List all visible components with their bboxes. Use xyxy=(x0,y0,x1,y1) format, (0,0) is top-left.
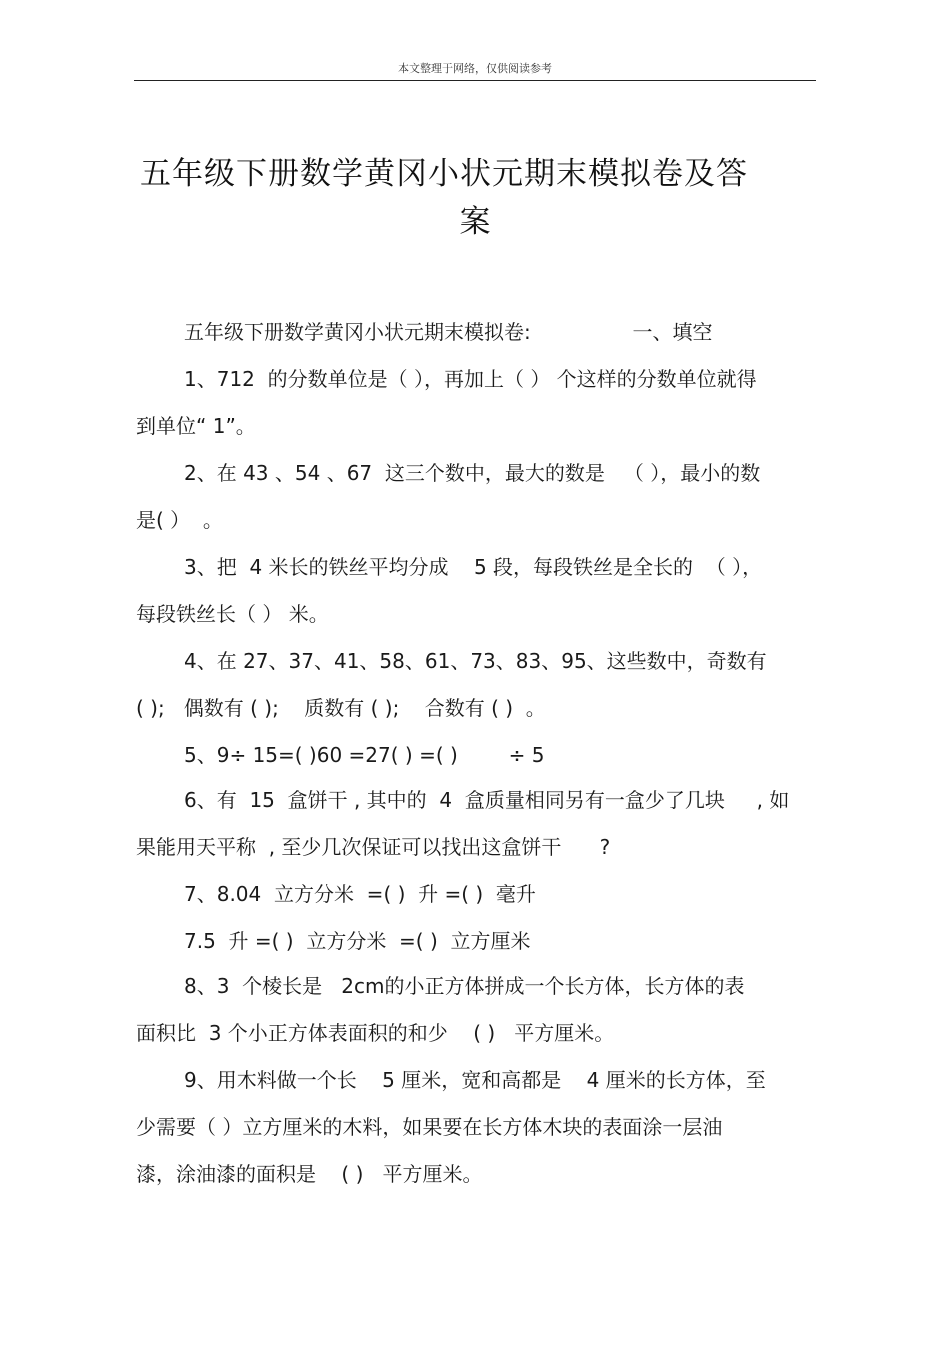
document-title: 五年级下册数学黄冈小状元期末模拟卷及答 xyxy=(140,156,748,192)
question-8-line-1: 8、3 个棱长是 2cm的小正方体拼成一个长方体，长方体的表 xyxy=(184,974,745,998)
question-7-line-1: 7、8.04 立方分米 =( ) 升 =( ) 毫升 xyxy=(184,882,536,906)
header-divider xyxy=(134,80,816,81)
question-4-line-1: 4、在 27、37、41、58、61、73、83、95、这些数中，奇数有 xyxy=(184,649,767,673)
question-2-line-2: 是( ） 。 xyxy=(136,508,223,532)
section-heading: 五年级下册数学黄冈小状元期末模拟卷: 一、填空 xyxy=(184,320,713,344)
question-1-line-2: 到单位“ 1”。 xyxy=(136,414,256,438)
question-9-line-3: 漆，涂油漆的面积是 ( ) 平方厘米。 xyxy=(136,1162,483,1186)
question-5-line-1: 5、9÷ 15=( )60 =27( ) =( ) ÷ 5 xyxy=(184,743,545,767)
page-header-note: 本文整理于网络，仅供阅读参考 xyxy=(398,62,552,75)
question-4-line-2: ( ); 偶数有 ( ); 质数有 ( ); 合数有 ( ) 。 xyxy=(136,696,546,720)
question-9-line-1: 9、用木料做一个长 5 厘米，宽和高都是 4 厘米的长方体，至 xyxy=(184,1068,766,1092)
question-2-line-1: 2、在 43 、54 、67 这三个数中，最大的数是 （ ），最小的数 xyxy=(184,461,761,485)
question-6-line-2: 果能用天平称 , 至少几次保证可以找出这盒饼干 ? xyxy=(136,835,611,859)
question-7-line-2: 7.5 升 =( ) 立方分米 =( ) 立方厘米 xyxy=(184,929,531,953)
question-1-line-1: 1、712 的分数单位是（ ），再加上（ ） 个这样的分数单位就得 xyxy=(184,367,757,391)
question-8-line-2: 面积比 3 个小正方体表面积的和少 ( ) 平方厘米。 xyxy=(136,1021,615,1045)
document-title-continued: 案 xyxy=(459,204,491,240)
question-3-line-1: 3、把 4 米长的铁丝平均分成 5 段，每段铁丝是全长的 （ ）， xyxy=(184,555,763,579)
question-9-line-2: 少需要（ ）立方厘米的木料，如果要在长方体木块的表面涂一层油 xyxy=(136,1115,723,1139)
question-3-line-2: 每段铁丝长（ ） 米。 xyxy=(136,602,329,626)
question-6-line-1: 6、有 15 盒饼干 , 其中的 4 盒质量相同另有一盒少了几块 , 如 xyxy=(184,788,790,812)
